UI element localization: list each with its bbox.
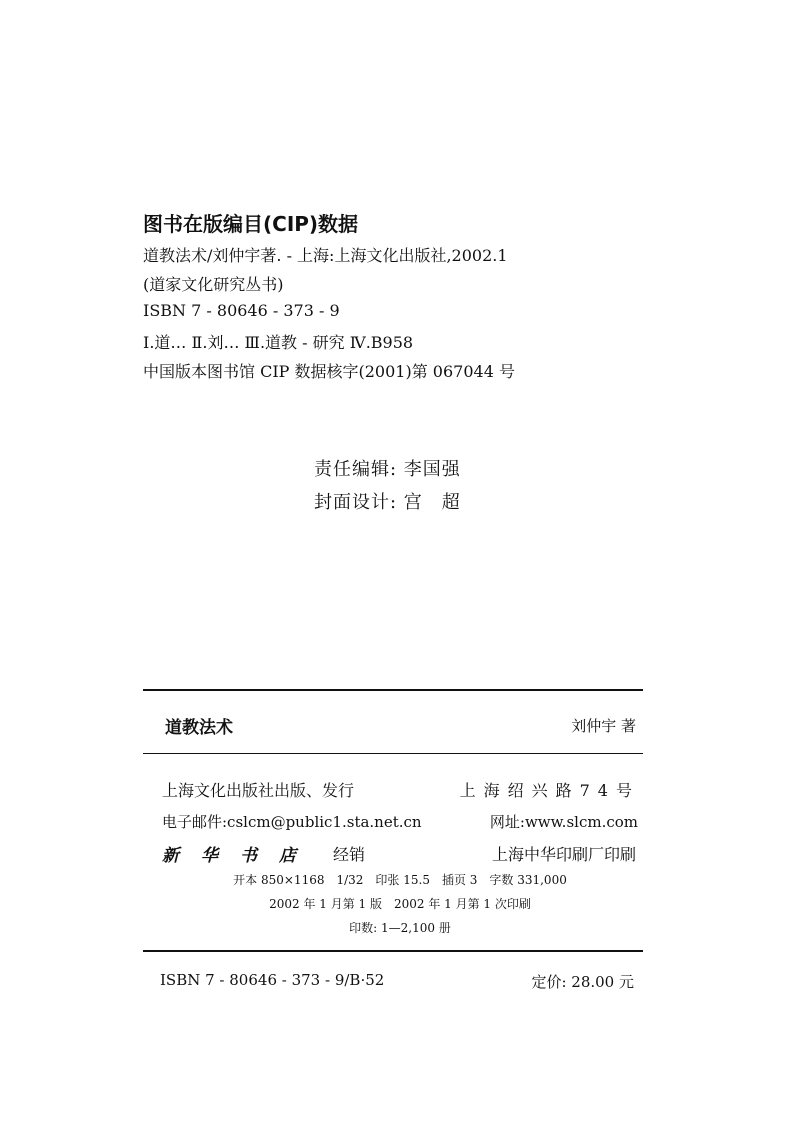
book-author: 刘仲宇 著 [571, 717, 636, 735]
format-specs: 开本 850×1168 1/32 印张 15.5 插页 3 字数 331,000 [233, 873, 567, 887]
publisher-email: 电子邮件:cslcm@public1.sta.net.cn [162, 813, 422, 831]
cip-line-record-number: 中国版本图书馆 CIP 数据核字(2001)第 067044 号 [143, 362, 515, 381]
top-rule [143, 689, 643, 691]
printer: 上海中华印刷厂印刷 [491, 845, 636, 864]
book-title: 道教法术 [165, 718, 233, 738]
publisher-line: 上海文化出版社出版、发行 [162, 781, 355, 800]
colophon-rule [143, 753, 643, 754]
publisher-website: 网址:www.slcm.com [489, 813, 638, 831]
bottom-rule [143, 950, 643, 952]
responsible-editor: 责任编辑: 李国强 [314, 459, 461, 480]
edition-info: 2002 年 1 月第 1 版 2002 年 1 月第 1 次印刷 [269, 897, 531, 911]
price: 定价: 28.00 元 [531, 973, 634, 991]
print-run: 印数: 1—2,100 册 [349, 921, 451, 935]
cip-heading: 图书在版编目(CIP)数据 [143, 212, 359, 236]
footer-isbn: ISBN 7 - 80646 - 373 - 9/B·52 [160, 971, 385, 989]
distributor-logo-text: 新华书店 [162, 846, 318, 866]
distributor-label: 经销 [333, 845, 366, 864]
cover-designer: 封面设计: 宫 超 [314, 492, 461, 513]
cip-line-classification: Ⅰ.道… Ⅱ.刘… Ⅲ.道教 - 研究 Ⅳ.B958 [143, 333, 414, 352]
cip-line-isbn: ISBN 7 - 80646 - 373 - 9 [143, 301, 340, 320]
cip-line-series: (道家文化研究丛书) [143, 275, 284, 294]
cip-line-title: 道教法术/刘仲宇著. - 上海:上海文化出版社,2002.1 [143, 246, 508, 265]
publisher-address: 上海绍兴路74号 [459, 781, 640, 800]
